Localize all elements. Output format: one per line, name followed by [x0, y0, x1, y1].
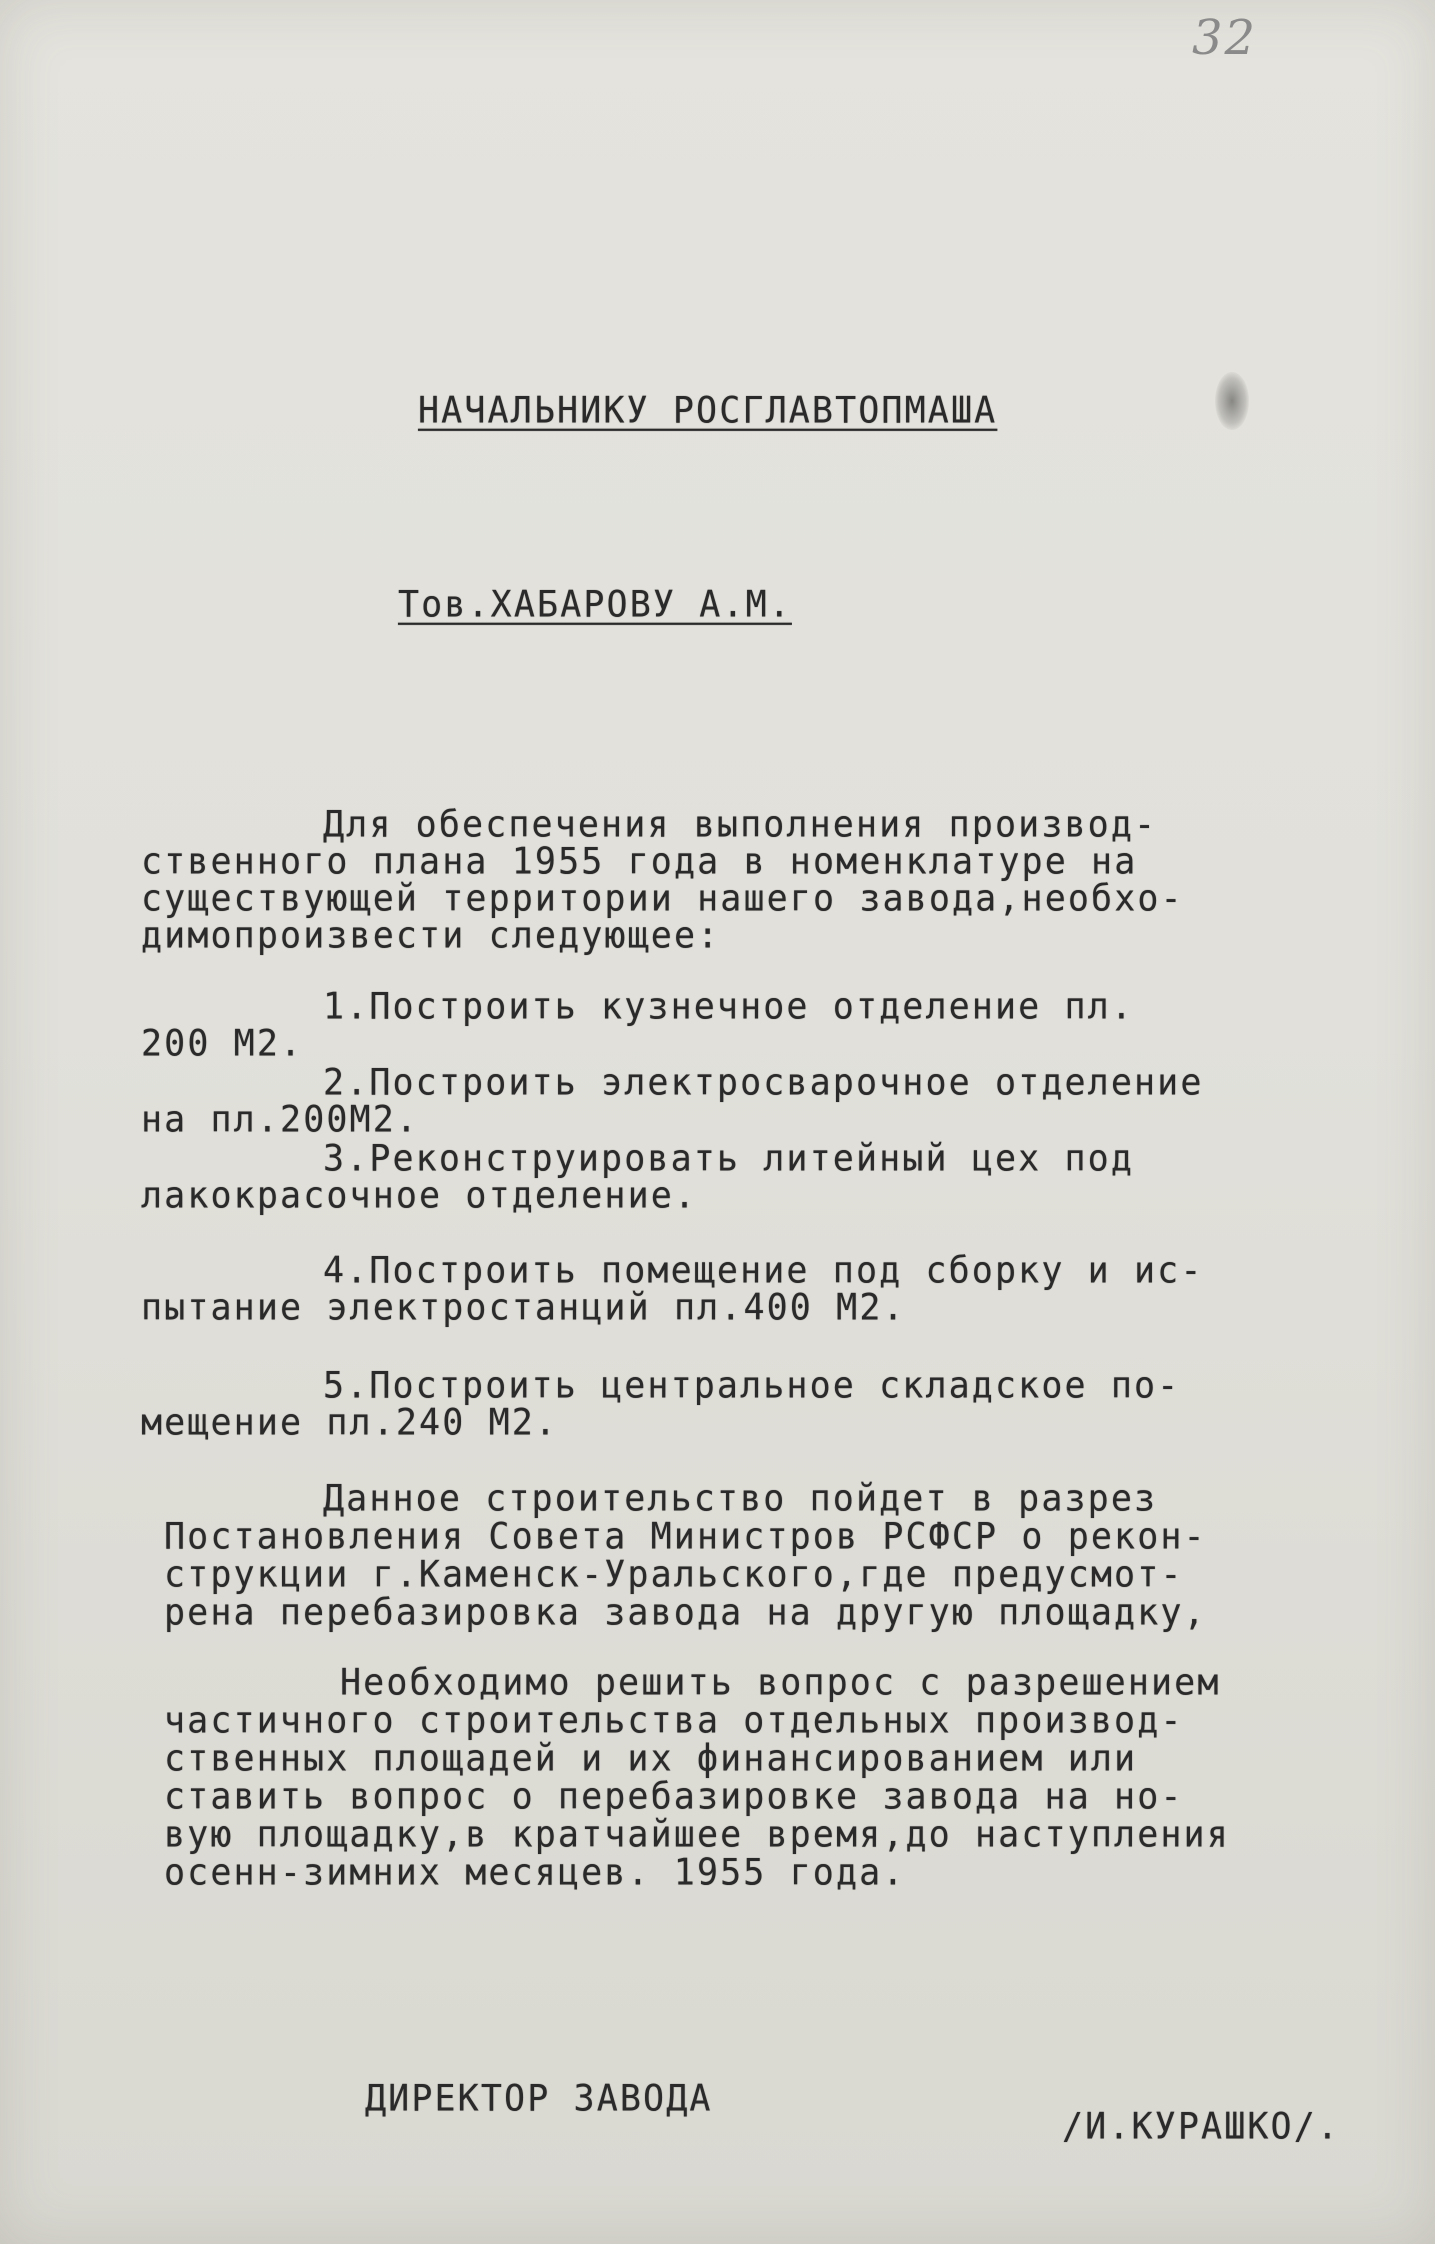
page-number: 32	[1192, 10, 1258, 66]
request-line: Необходимо решить вопрос с разрешением	[340, 1661, 1221, 1704]
intro-line: существующей территории нашего завода,необхо-	[141, 877, 1184, 920]
list-item-3: 3.Реконструировать литейный цех под	[323, 1137, 1135, 1180]
request-line: ственных площадей и их финансированием или	[164, 1737, 1138, 1780]
recipient-title: НАЧАЛЬНИКУ РОСГЛАВТОПМАША	[418, 389, 998, 432]
request-line: осенн-зимних месяцев. 1955 года.	[164, 1851, 906, 1894]
list-item-4: 4.Построить помещение под сборку и ис-	[323, 1249, 1204, 1292]
intro-line: ственного плана 1955 года в номенклатуре на	[141, 840, 1138, 883]
recipient-name: Тов.ХАБАРОВУ А.М.	[398, 583, 792, 626]
list-item-5: 5.Построить центральное складское по-	[323, 1364, 1181, 1407]
construction-line: струкции г.Каменск-Уральского,где предусмот-	[164, 1553, 1184, 1596]
construction-line: Данное строительство пойдет в разрез	[323, 1477, 1158, 1520]
list-item-2: 2.Построить электросварочное отделение	[323, 1061, 1204, 1104]
list-item-1-cont: 200 М2.	[141, 1022, 304, 1065]
construction-line: рена перебазировка завода на другую площадку,	[164, 1591, 1207, 1634]
list-item-3-cont: лакокрасочное отделение.	[141, 1174, 698, 1217]
intro-line: димопроизвести следующее:	[141, 914, 721, 957]
list-item-2-cont: на пл.200М2.	[141, 1098, 420, 1141]
request-line: ставить вопрос о перебазировке завода на но-	[164, 1775, 1184, 1818]
construction-line: Постановления Совета Министров РСФСР о рекон-	[164, 1515, 1207, 1558]
list-item-4-cont: пытание электростанций пл.400 М2.	[141, 1286, 906, 1329]
request-line: частичного строительства отдельных производ-	[164, 1699, 1184, 1742]
signature-name: /И.КУРАШКО/.	[1062, 2105, 1341, 2148]
list-item-5-cont: мещение пл.240 М2.	[141, 1401, 559, 1444]
request-line: вую площадку,в кратчайшее время,до наступления	[164, 1813, 1230, 1856]
signature-position: ДИРЕКТОР ЗАВОДА	[365, 2077, 713, 2120]
ink-smudge	[1215, 372, 1249, 430]
intro-line: Для обеспечения выполнения производ-	[323, 803, 1158, 846]
list-item-1: 1.Построить кузнечное отделение пл.	[323, 985, 1135, 1028]
